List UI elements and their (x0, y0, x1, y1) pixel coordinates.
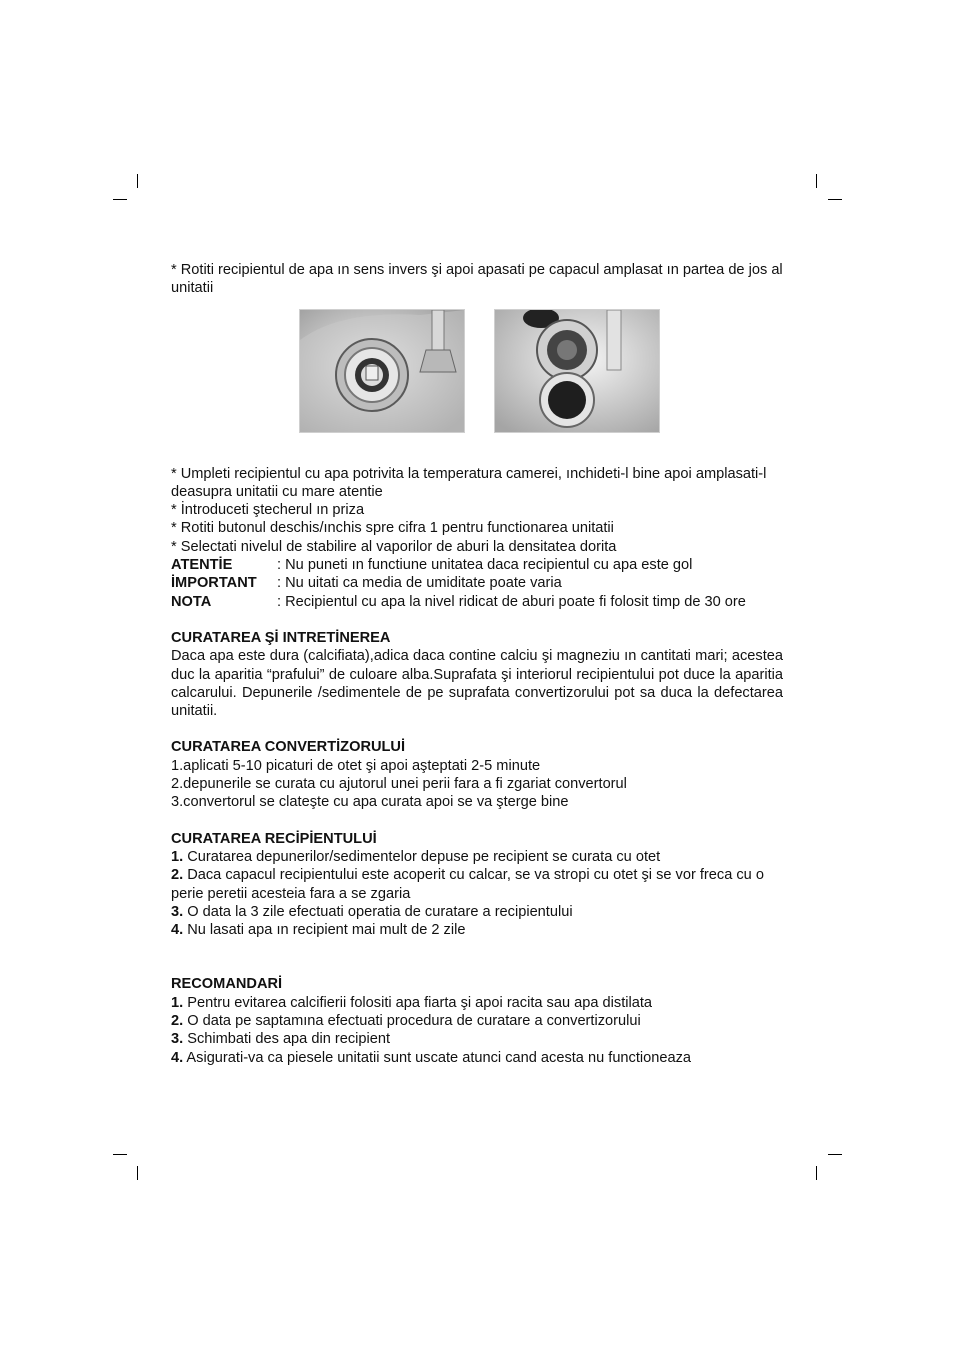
crop-mark-bottom-right-h (828, 1154, 842, 1155)
recommendation-item-3: 3. Schimbati des apa din recipient (171, 1031, 391, 1048)
intro-text: * Rotiti recipientul de apa ın sens invers şi apoi apasati pe capacul amplasat ın partea de jos al unitatii (171, 262, 783, 297)
crop-mark-bottom-left-h (113, 1154, 127, 1155)
note-important-text: : Nu uitati ca media de umiditate poate varia (277, 575, 562, 592)
converter-item-1: 1.aplicati 5-10 picaturi de otet şi apoi aşteptati 2-5 minute (171, 757, 541, 774)
photo-container-base (299, 309, 465, 433)
container-item-2: 2. Daca capacul recipientului este acoperit cu calcar, se va stropi cu otet şi se vor freca cu o perie peretii acesteia fara a se zgaria (171, 867, 764, 902)
maintenance-heading: CURATAREA Şİ INTRETİNEREA (171, 629, 391, 646)
container-item-3: 3. O data la 3 zile efectuati operatia de curatare a recipientului (171, 903, 573, 920)
photo-valve-image (300, 310, 464, 432)
recommendation-item-2: 2. O data pe saptamına efectuati procedura de curatare a convertizorului (171, 1013, 641, 1030)
note-nota-text: : Recipientul cu apa la nivel ridicat de aburi poate fi folosit timp de 30 ore (277, 593, 746, 610)
photo-row (171, 309, 783, 465)
crop-mark-bottom-right (816, 1166, 817, 1180)
note-nota (171, 593, 783, 611)
converter-item-3: 3.convertorul se clateşte cu apa curata apoi se va şterge bine (171, 794, 569, 811)
page-content (171, 261, 783, 1067)
crop-mark-top-right-h (828, 199, 842, 200)
crop-mark-top-right (816, 174, 817, 188)
photo-container-tank (494, 309, 660, 433)
converter-item-2: 2.depunerile se curata cu ajutorul unei perii fara a fi zgariat convertorul (171, 776, 627, 793)
photo-tank-image (495, 310, 659, 432)
note-attention (171, 556, 783, 574)
recommendation-item-4: 4. Asigurati-va ca piesele unitatii sunt uscate atunci cand acesta nu functioneaza (171, 1049, 692, 1066)
crop-mark-bottom-left (137, 1166, 138, 1180)
note-attention-text: : Nu puneti ın functiune unitatea daca recipientul cu apa este gol (277, 557, 693, 574)
maintenance-body: Daca apa este dura (calcifiata),adica daca contine calciu şi magneziu ın cantitati mari; acestea duc la aparitia “prafului” de culoare alba.Suprafata şi interiorul recipientului pot duce la aparitia calcarului. Depunerile /sedimentele de pe suprafata convertizorului pot sa duca la defectarea unitatii. (171, 648, 783, 720)
container-heading: CURATAREA RECİPİENTULUİ (171, 830, 377, 847)
note-important (171, 574, 783, 592)
crop-mark-top-left (137, 174, 138, 188)
converter-heading: CURATAREA CONVERTİZORULUİ (171, 739, 406, 756)
container-item-4: 4. Nu lasati apa ın recipient mai mult de 2 zile (171, 922, 466, 939)
note-attention-label: ATENTİE (171, 557, 233, 574)
container-item-1: 1. Curatarea depunerilor/sedimentelor depuse pe recipient se curata cu otet (171, 848, 661, 865)
crop-mark-top-left-h (113, 199, 127, 200)
note-nota-label: NOTA (171, 593, 212, 610)
step-plug: * İntroduceti ştecherul ın priza (171, 502, 365, 519)
step-fill: * Umpleti recipientul cu apa potrivita la temperatura camerei, ınchideti-l bine apoi amplasati-l deasupra unitatii cu mare atentie (171, 465, 767, 500)
recommendation-item-1: 1. Pentru evitarea calcifierii folositi apa fiarta şi apoi racita sau apa distilata (171, 994, 653, 1011)
step-knob: * Rotiti butonul deschis/ınchis spre cifra 1 pentru functionarea unitatii (171, 520, 614, 537)
recommendations-heading: RECOMANDARİ (171, 976, 283, 993)
step-level: * Selectati nivelul de stabilire al vaporilor de aburi la densitatea dorita (171, 538, 617, 555)
note-important-label: İMPORTANT (171, 575, 257, 592)
